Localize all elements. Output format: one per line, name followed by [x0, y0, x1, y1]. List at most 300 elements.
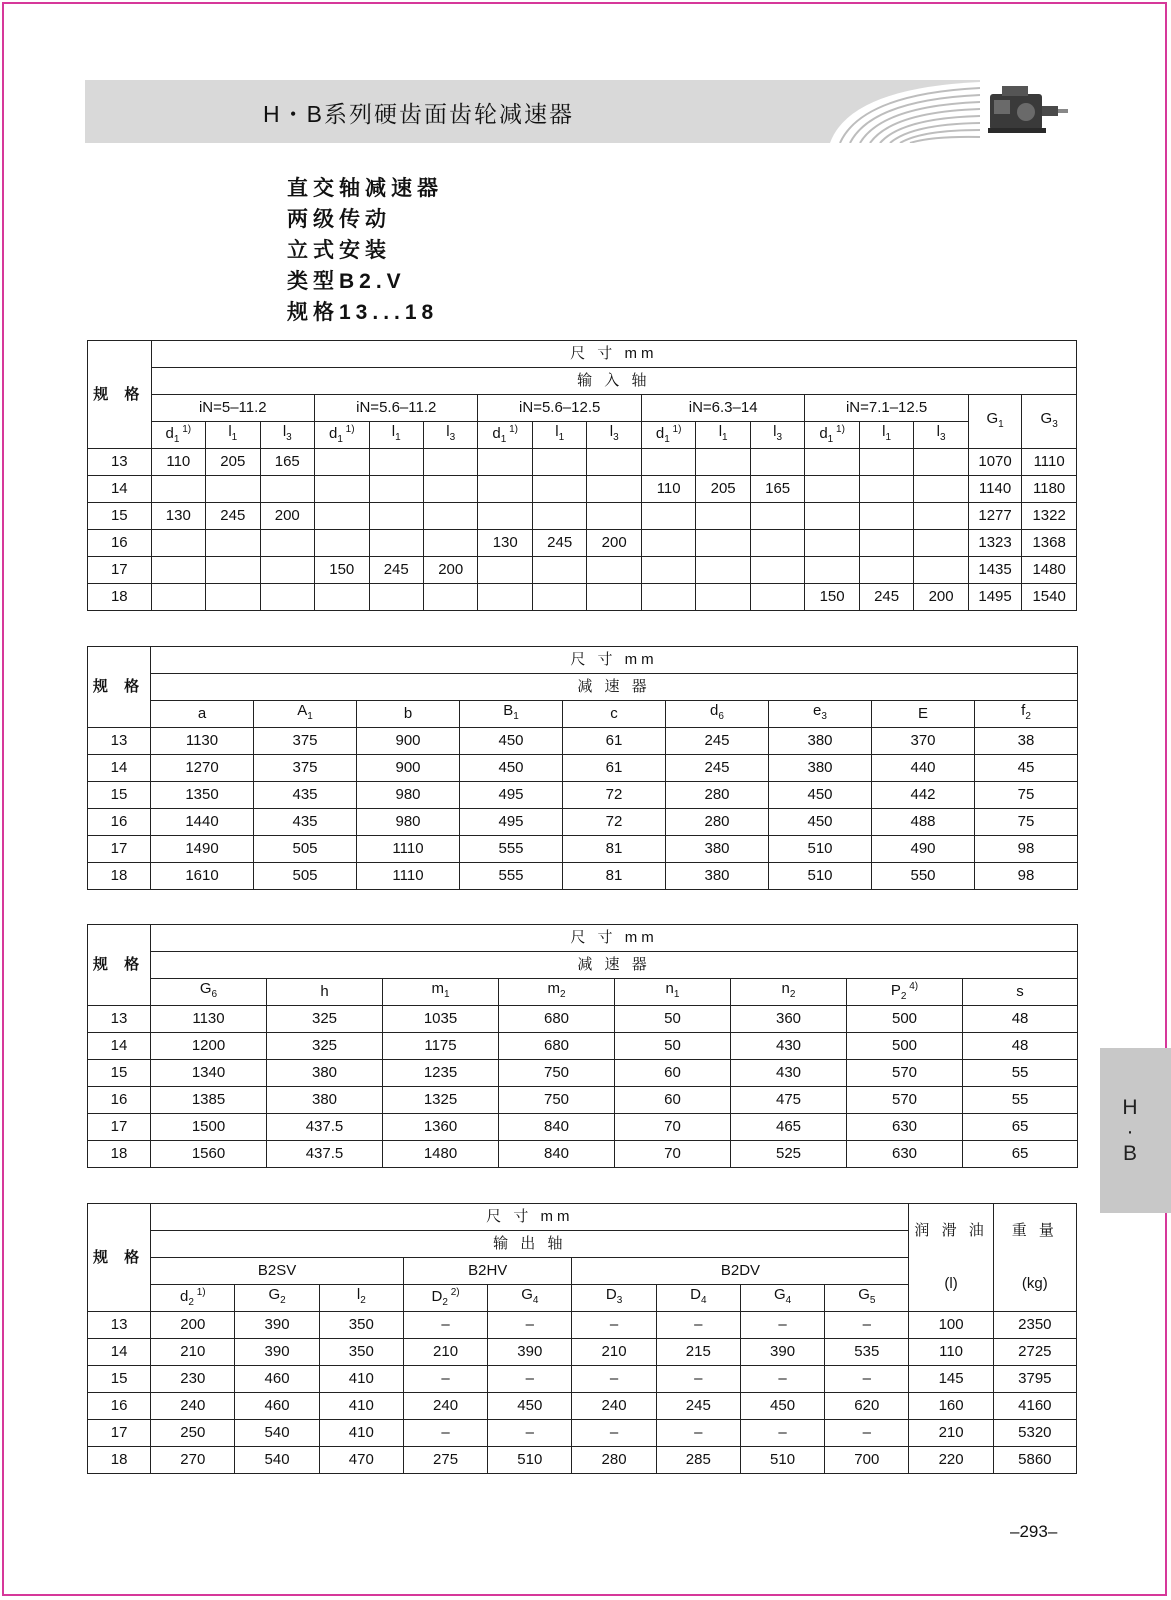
table-cell: 325 [267, 1006, 383, 1033]
table-cell: 100 [909, 1312, 993, 1339]
table-cell [914, 530, 968, 557]
col-header: $l_3$ [587, 422, 641, 449]
table-cell: 840 [499, 1141, 615, 1168]
table-cell: 450 [769, 782, 872, 809]
col-header: $D_4$ [656, 1285, 740, 1312]
col-header: s [963, 979, 1078, 1006]
table-row [88, 1366, 1077, 1393]
table-cell [641, 584, 695, 611]
table-cell: – [656, 1366, 740, 1393]
table-cell: – [403, 1312, 487, 1339]
table-row [88, 1339, 1077, 1366]
spec-header: 规 格 [88, 925, 151, 1006]
table-row [88, 1312, 1077, 1339]
table-cell: 540 [235, 1420, 319, 1447]
col-header: $f_2$ [975, 701, 1078, 728]
col-header: $D_3$ [572, 1285, 656, 1312]
row-size: 14 [88, 476, 152, 503]
table-cell [206, 530, 260, 557]
table-cell: 1070 [968, 449, 1021, 476]
table-cell [805, 476, 859, 503]
table-cell: 72 [563, 782, 666, 809]
table-cell: 1480 [383, 1141, 499, 1168]
table-cell [696, 503, 750, 530]
table-cell: 81 [563, 836, 666, 863]
table-cell: 475 [731, 1087, 847, 1114]
table-cell [587, 557, 641, 584]
table-cell: 380 [666, 836, 769, 863]
table-cell: 230 [151, 1366, 235, 1393]
page-number: –293– [1010, 1522, 1058, 1541]
reducer-header: 减 速 器 [151, 674, 1078, 701]
ratio-group-header: iN=5–11.2 [151, 395, 314, 422]
table-cell: – [740, 1312, 824, 1339]
table-cell [859, 449, 913, 476]
table-cell: 150 [805, 584, 859, 611]
table-cell: 200 [423, 557, 477, 584]
row-size: 18 [88, 863, 151, 890]
table-cell: 380 [769, 728, 872, 755]
table-cell: 160 [909, 1393, 993, 1420]
subtitle-line-1: 直交轴减速器 [287, 177, 443, 200]
table-cell: 1235 [383, 1060, 499, 1087]
table-cell: 535 [825, 1339, 909, 1366]
table-cell: 980 [357, 782, 460, 809]
table-row [88, 1114, 1078, 1141]
ratio-group-header: iN=5.6–12.5 [478, 395, 641, 422]
table-row [88, 782, 1078, 809]
table-cell: 245 [532, 530, 586, 557]
table-cell: 375 [254, 755, 357, 782]
input-shaft-dimension-table [87, 340, 1077, 611]
table-cell [641, 557, 695, 584]
table-cell [315, 584, 369, 611]
table-cell: – [740, 1420, 824, 1447]
weight-header: 重 量 [993, 1204, 1076, 1258]
table-cell [369, 530, 423, 557]
table-row [88, 476, 1077, 503]
table-cell: 1035 [383, 1006, 499, 1033]
table-cell: 1325 [383, 1087, 499, 1114]
table-cell [914, 476, 968, 503]
table-cell: 3795 [993, 1366, 1076, 1393]
col-header-g1: $G_1$ [968, 395, 1021, 449]
table-cell: 75 [975, 782, 1078, 809]
table-cell: 325 [267, 1033, 383, 1060]
table-cell: 60 [615, 1087, 731, 1114]
table-cell: 1323 [968, 530, 1021, 557]
table-row [88, 503, 1077, 530]
table-cell [478, 557, 532, 584]
table-cell: – [825, 1366, 909, 1393]
table-cell: 380 [769, 755, 872, 782]
table-cell: 65 [963, 1114, 1078, 1141]
table-cell: 81 [563, 863, 666, 890]
row-size: 17 [88, 1420, 151, 1447]
col-header: $B_1$ [460, 701, 563, 728]
table-cell: 215 [656, 1339, 740, 1366]
table-cell: 620 [825, 1393, 909, 1420]
col-header: $d_1$ $^{1)}$ [478, 422, 532, 449]
table-cell [587, 476, 641, 503]
table-cell: 1140 [968, 476, 1021, 503]
table-cell: 245 [206, 503, 260, 530]
table-cell: 460 [235, 1366, 319, 1393]
table-cell: 570 [847, 1087, 963, 1114]
table-cell: 4160 [993, 1393, 1076, 1420]
table-cell: 165 [260, 449, 314, 476]
table-cell: 1385 [151, 1087, 267, 1114]
col-header: $n_1$ [615, 979, 731, 1006]
table-cell: 700 [825, 1447, 909, 1474]
table-cell: 442 [872, 782, 975, 809]
table-cell: 435 [254, 809, 357, 836]
weight-unit: (kg) [993, 1258, 1076, 1312]
table-cell: 285 [656, 1447, 740, 1474]
table-cell: 50 [615, 1006, 731, 1033]
table-cell: 210 [909, 1420, 993, 1447]
col-header: $P_2$ $^{4)}$ [847, 979, 963, 1006]
row-size: 13 [88, 449, 152, 476]
table-cell: 38 [975, 728, 1078, 755]
table-cell [750, 557, 804, 584]
table-cell: 630 [847, 1141, 963, 1168]
table-cell: 1490 [151, 836, 254, 863]
table-cell: 465 [731, 1114, 847, 1141]
table-row [88, 584, 1077, 611]
col-header: $G_5$ [825, 1285, 909, 1312]
col-header: $d_1$ $^{1)}$ [315, 422, 369, 449]
table-cell [478, 584, 532, 611]
table-cell: – [572, 1366, 656, 1393]
table-cell [315, 503, 369, 530]
table-cell: 1340 [151, 1060, 267, 1087]
table-cell: 1110 [357, 863, 460, 890]
row-size: 18 [88, 1141, 151, 1168]
table-cell: 390 [235, 1312, 319, 1339]
table-cell [914, 503, 968, 530]
row-size: 16 [88, 1087, 151, 1114]
table-cell: 500 [847, 1006, 963, 1033]
subtitle-line-3: 立式安装 [287, 239, 391, 262]
reducer-dimension-table-1 [87, 646, 1078, 890]
table-cell [151, 584, 205, 611]
table-cell: 60 [615, 1060, 731, 1087]
table-cell: 165 [750, 476, 804, 503]
table-cell [859, 530, 913, 557]
table-cell [805, 557, 859, 584]
table-cell: 430 [731, 1060, 847, 1087]
table-cell: 410 [319, 1366, 403, 1393]
table-cell: 72 [563, 809, 666, 836]
table-cell: 70 [615, 1141, 731, 1168]
table-row [88, 1087, 1078, 1114]
table-cell: 390 [235, 1339, 319, 1366]
col-header: $l_1$ [696, 422, 750, 449]
row-size: 15 [88, 1060, 151, 1087]
group-b2sv: B2SV [151, 1258, 404, 1285]
table-cell: 380 [666, 863, 769, 890]
table-cell: 200 [151, 1312, 235, 1339]
table-cell: 75 [975, 809, 1078, 836]
table-cell [423, 503, 477, 530]
table-cell: 280 [666, 782, 769, 809]
table-cell: 450 [460, 728, 563, 755]
table-cell [369, 503, 423, 530]
table-cell [750, 449, 804, 476]
table-cell [696, 449, 750, 476]
row-size: 13 [88, 1312, 151, 1339]
table-cell: 680 [499, 1006, 615, 1033]
subtitle-line-2: 两级传动 [287, 208, 391, 231]
output-shaft-header: 输 出 轴 [151, 1231, 909, 1258]
size-header: 尺 寸 mm [151, 647, 1078, 674]
table-cell: 495 [460, 782, 563, 809]
table-cell: 61 [563, 755, 666, 782]
table-cell: 450 [488, 1393, 572, 1420]
table-cell: – [403, 1420, 487, 1447]
col-header: $l_2$ [319, 1285, 403, 1312]
size-header: 尺 寸 mm [151, 341, 1076, 368]
row-size: 18 [88, 584, 152, 611]
table-cell: 2350 [993, 1312, 1076, 1339]
table-cell [641, 449, 695, 476]
table-cell: – [488, 1420, 572, 1447]
table-cell [260, 476, 314, 503]
col-header: $d_1$ $^{1)}$ [805, 422, 859, 449]
col-header: $l_3$ [423, 422, 477, 449]
table-row [88, 1420, 1077, 1447]
table-cell: 48 [963, 1006, 1078, 1033]
row-size: 18 [88, 1447, 151, 1474]
table-cell: 1560 [151, 1141, 267, 1168]
table-cell [151, 476, 205, 503]
table-cell: 55 [963, 1060, 1078, 1087]
table-cell: 210 [403, 1339, 487, 1366]
subtitle-line-4: 类型B2.V [287, 270, 406, 293]
col-header: $l_1$ [532, 422, 586, 449]
table-cell: 220 [909, 1447, 993, 1474]
table-cell: 488 [872, 809, 975, 836]
table-cell: – [740, 1366, 824, 1393]
table-cell: 1500 [151, 1114, 267, 1141]
table-cell [641, 503, 695, 530]
table-row [88, 836, 1078, 863]
table-cell [151, 530, 205, 557]
table-cell: 460 [235, 1393, 319, 1420]
col-header: $l_3$ [914, 422, 968, 449]
table-cell: 210 [151, 1339, 235, 1366]
table-cell: 980 [357, 809, 460, 836]
table-cell: 110 [151, 449, 205, 476]
table-cell: – [488, 1312, 572, 1339]
table-cell [859, 557, 913, 584]
table-cell [423, 449, 477, 476]
table-cell: 200 [260, 503, 314, 530]
col-header: $n_2$ [731, 979, 847, 1006]
table-cell: 470 [319, 1447, 403, 1474]
table-cell [750, 503, 804, 530]
reducer-header: 减 速 器 [151, 952, 1078, 979]
table-cell: 275 [403, 1447, 487, 1474]
col-header: $l_1$ [369, 422, 423, 449]
table-cell: 430 [731, 1033, 847, 1060]
table-cell: 390 [488, 1339, 572, 1366]
table-cell: 1495 [968, 584, 1021, 611]
table-cell: 205 [696, 476, 750, 503]
table-cell: 555 [460, 863, 563, 890]
table-cell: 510 [488, 1447, 572, 1474]
row-size: 16 [88, 1393, 151, 1420]
table-cell: 375 [254, 728, 357, 755]
table-cell: 525 [731, 1141, 847, 1168]
table-cell [532, 449, 586, 476]
row-size: 15 [88, 503, 152, 530]
table-cell: 145 [909, 1366, 993, 1393]
table-cell: 680 [499, 1033, 615, 1060]
table-cell: 70 [615, 1114, 731, 1141]
table-cell: 450 [740, 1393, 824, 1420]
table-cell [369, 584, 423, 611]
table-cell: 900 [357, 755, 460, 782]
table-cell: 555 [460, 836, 563, 863]
table-cell [805, 530, 859, 557]
table-cell [587, 503, 641, 530]
table-row [88, 863, 1078, 890]
table-cell [641, 530, 695, 557]
table-row [88, 1060, 1078, 1087]
row-size: 15 [88, 1366, 151, 1393]
table-cell [478, 476, 532, 503]
table-row [88, 557, 1077, 584]
table-cell [805, 449, 859, 476]
table-cell: 410 [319, 1393, 403, 1420]
row-size: 14 [88, 1033, 151, 1060]
col-header: $d_1$ $^{1)}$ [641, 422, 695, 449]
table-cell: 437.5 [267, 1141, 383, 1168]
col-header-g3: $G_3$ [1022, 395, 1077, 449]
table-cell: 130 [478, 530, 532, 557]
col-header: $D_2$ $^{2)}$ [403, 1285, 487, 1312]
size-header: 尺 寸 mm [151, 925, 1078, 952]
table-cell: 1480 [1022, 557, 1077, 584]
col-header: b [357, 701, 460, 728]
row-size: 17 [88, 557, 152, 584]
tab-letter-h: H [1122, 1096, 1138, 1119]
table-cell: – [572, 1420, 656, 1447]
table-cell: 240 [572, 1393, 656, 1420]
table-row [88, 1006, 1078, 1033]
table-cell [206, 557, 260, 584]
table-cell [750, 530, 804, 557]
table-cell [315, 449, 369, 476]
table-row [88, 728, 1078, 755]
table-cell: 1435 [968, 557, 1021, 584]
table-cell: 1180 [1022, 476, 1077, 503]
table-cell: 110 [641, 476, 695, 503]
table-cell: 570 [847, 1060, 963, 1087]
table-cell [859, 476, 913, 503]
spec-header: 规 格 [88, 341, 152, 449]
table-cell [423, 530, 477, 557]
table-cell: 1270 [151, 755, 254, 782]
table-cell: 505 [254, 836, 357, 863]
row-size: 16 [88, 530, 152, 557]
table-row [88, 530, 1077, 557]
table-cell: 210 [572, 1339, 656, 1366]
table-cell: 1277 [968, 503, 1021, 530]
table-cell: 240 [151, 1393, 235, 1420]
lube-unit: (l) [909, 1258, 993, 1312]
gear-reducer-photo-icon [980, 80, 1075, 143]
col-header: $e_3$ [769, 701, 872, 728]
table-cell: 1110 [357, 836, 460, 863]
ratio-group-header: iN=5.6–11.2 [315, 395, 478, 422]
table-cell: 1540 [1022, 584, 1077, 611]
table-cell: 98 [975, 836, 1078, 863]
table-cell [532, 557, 586, 584]
table-cell: – [825, 1312, 909, 1339]
col-header: $G_4$ [740, 1285, 824, 1312]
col-header: $m_2$ [499, 979, 615, 1006]
ratio-group-header: iN=6.3–14 [641, 395, 804, 422]
table-cell: 270 [151, 1447, 235, 1474]
table-cell: 750 [499, 1060, 615, 1087]
col-header: $d_1$ $^{1)}$ [151, 422, 205, 449]
table-cell: 45 [975, 755, 1078, 782]
table-cell: – [488, 1366, 572, 1393]
col-header: E [872, 701, 975, 728]
table-cell: 500 [847, 1033, 963, 1060]
table-cell: 205 [206, 449, 260, 476]
table-cell: 490 [872, 836, 975, 863]
table-cell: 245 [666, 755, 769, 782]
table-cell: – [825, 1420, 909, 1447]
table-row [88, 1393, 1077, 1420]
table-cell: 510 [740, 1447, 824, 1474]
col-header: $d_6$ [666, 701, 769, 728]
table-cell [805, 503, 859, 530]
reducer-description [287, 173, 443, 328]
table-cell: 450 [769, 809, 872, 836]
tab-dot: · [1126, 1120, 1134, 1143]
table-cell: 510 [769, 836, 872, 863]
table-cell: 200 [587, 530, 641, 557]
lube-header: 润 滑 油 [909, 1204, 993, 1258]
col-header: $l_1$ [859, 422, 913, 449]
table-cell: 450 [460, 755, 563, 782]
table-cell: 1200 [151, 1033, 267, 1060]
col-header: $l_3$ [750, 422, 804, 449]
table-cell: 65 [963, 1141, 1078, 1168]
spec-header: 规 格 [88, 647, 151, 728]
table-cell [315, 530, 369, 557]
table-cell: 150 [315, 557, 369, 584]
table-cell: 250 [151, 1420, 235, 1447]
col-header: $G_6$ [151, 979, 267, 1006]
table-cell: 2725 [993, 1339, 1076, 1366]
table-cell: 1368 [1022, 530, 1077, 557]
table-cell: – [656, 1420, 740, 1447]
table-row [88, 809, 1078, 836]
table-cell [369, 449, 423, 476]
table-cell: 900 [357, 728, 460, 755]
table-cell [750, 584, 804, 611]
row-size: 15 [88, 782, 151, 809]
tab-letter-b: B [1122, 1142, 1137, 1165]
table-cell [206, 584, 260, 611]
table-cell [423, 584, 477, 611]
